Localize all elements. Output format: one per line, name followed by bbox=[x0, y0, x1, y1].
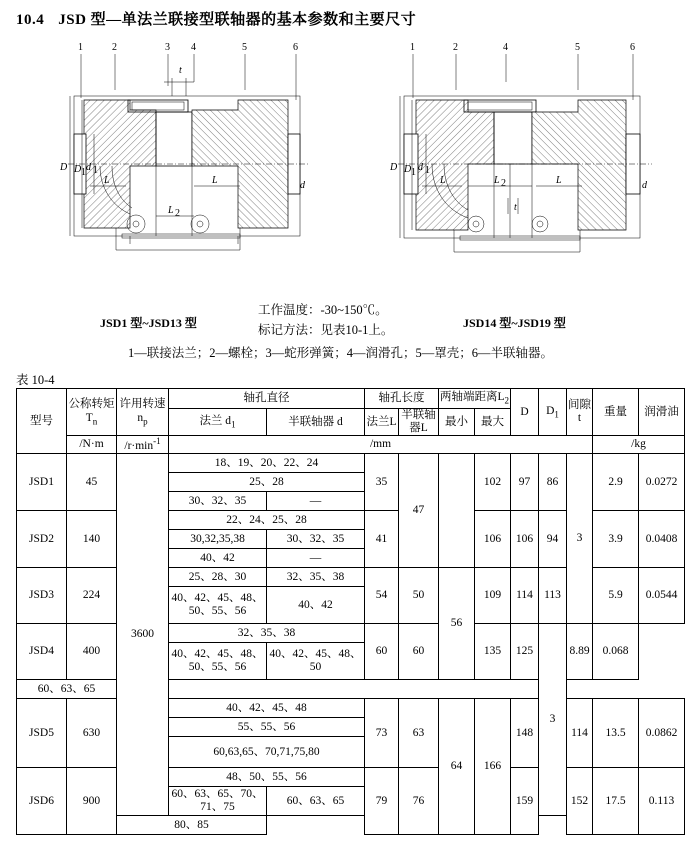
cell-flange-L: 60 bbox=[365, 624, 399, 680]
header-allowable-speed: 许用转速 $n_p$ bbox=[117, 389, 169, 436]
svg-text:1: 1 bbox=[410, 42, 415, 53]
cell-half-d: 60、63、65 bbox=[267, 787, 365, 816]
header-max: 最大 bbox=[475, 409, 511, 436]
cell-weight: 17.5 bbox=[593, 768, 639, 835]
page-title bbox=[16, 8, 416, 29]
unit-torque: /N·m bbox=[67, 436, 117, 454]
cell-gap-max: 106 bbox=[475, 511, 511, 568]
figure-caption-left: JSD1 型~JSD13 型 bbox=[100, 316, 197, 330]
cell-bore-d: 18、19、20、22、24 bbox=[169, 454, 365, 473]
table-header-row-1 bbox=[17, 389, 685, 409]
cell-D: 135 bbox=[475, 624, 511, 680]
cell-gap-min: 56 bbox=[439, 568, 475, 680]
svg-text:d: d bbox=[86, 162, 91, 173]
svg-text:6: 6 bbox=[293, 42, 298, 53]
cell-bore-d: 60、63、65、70、71、75 bbox=[169, 787, 267, 816]
cell-model: JSD6 bbox=[17, 768, 67, 835]
svg-text:L: L bbox=[168, 205, 174, 216]
cell-D1: 125 bbox=[511, 624, 539, 680]
cell-half-L: 76 bbox=[399, 768, 439, 835]
cell-half-d: — bbox=[267, 549, 365, 568]
cell-half-L: 63 bbox=[399, 699, 439, 768]
cell-half-d: — bbox=[267, 492, 365, 511]
header-nominal-torque: 公称转矩 $T_n$ bbox=[67, 389, 117, 436]
cell-weight: 2.9 bbox=[593, 454, 639, 511]
svg-text:1: 1 bbox=[425, 165, 430, 176]
cell-D: 106 bbox=[511, 511, 539, 568]
cell-gap-min: 64 bbox=[439, 699, 475, 835]
figure-jsd14-19 bbox=[390, 38, 660, 278]
cell-torque: 900 bbox=[67, 768, 117, 835]
figure-jsd1-13 bbox=[60, 38, 320, 278]
cell-half-d: 32、35、38 bbox=[267, 568, 365, 587]
cell-flange-L: 35 bbox=[365, 454, 399, 511]
cell-lube: 0.0408 bbox=[639, 511, 685, 568]
note-marking: 标记方法：见表10-1上。 bbox=[258, 323, 394, 337]
cell-bore-d: 80、85 bbox=[117, 816, 267, 835]
header-model: 型号 bbox=[17, 389, 67, 454]
cell-model: JSD4 bbox=[17, 624, 67, 680]
cell-D: 114 bbox=[511, 568, 539, 624]
table-row bbox=[17, 454, 685, 473]
cell-bore-d: 40、42 bbox=[169, 549, 267, 568]
svg-text:1: 1 bbox=[93, 165, 98, 176]
svg-text:L: L bbox=[494, 175, 500, 186]
cell-bore-d: 60,63,65、70,71,75,80 bbox=[169, 737, 365, 768]
header-shaft-gap: 两轴端距离$L_2$ bbox=[439, 389, 511, 409]
svg-text:d: d bbox=[300, 180, 305, 191]
table-label: 表 10-4 bbox=[16, 373, 55, 387]
cell-model: JSD2 bbox=[17, 511, 67, 568]
svg-text:D: D bbox=[74, 164, 82, 175]
header-weight: 重量 bbox=[593, 389, 639, 436]
unit-mm: /mm bbox=[169, 436, 593, 454]
cell-half-L: 47 bbox=[399, 454, 439, 568]
cell-bore-d-extra: 60、63、65 bbox=[17, 680, 117, 699]
cell-half-d: 40、42、45、48、50 bbox=[267, 643, 365, 680]
svg-text:4: 4 bbox=[191, 42, 196, 53]
cell-half-d: 40、42 bbox=[267, 587, 365, 624]
cell-half-L: 60 bbox=[399, 624, 439, 680]
cell-gap-max: 166 bbox=[475, 699, 511, 835]
cell-torque: 400 bbox=[67, 624, 117, 680]
cell-bore-d: 32、35、38 bbox=[169, 624, 365, 643]
cell-speed: 3600 bbox=[117, 454, 169, 816]
cell-lube: 0.0862 bbox=[639, 699, 685, 768]
section-title: JSD 型—单法兰联接型联轴器的基本参数和主要尺寸 bbox=[58, 12, 417, 28]
cell-weight: 3.9 bbox=[593, 511, 639, 568]
cell-t: 3 bbox=[539, 624, 567, 816]
cell-half-d: 30、32、35 bbox=[267, 530, 365, 549]
cell-model: JSD3 bbox=[17, 568, 67, 624]
cell-D: 97 bbox=[511, 454, 539, 511]
cell-lube: 0.0544 bbox=[639, 568, 685, 624]
cell-bore-d: 48、50、55、56 bbox=[169, 768, 365, 787]
cell-weight: 8.89 bbox=[567, 624, 593, 680]
svg-text:L: L bbox=[104, 175, 110, 186]
svg-text:D: D bbox=[404, 164, 412, 175]
cell-bore-d: 40、42、45、48、50、55、56 bbox=[169, 643, 267, 680]
cell-D1: 114 bbox=[567, 699, 593, 768]
header-D: D bbox=[511, 389, 539, 436]
cell-D1: 152 bbox=[567, 768, 593, 835]
specification-table bbox=[16, 388, 685, 835]
cell-gap-max: 102 bbox=[475, 454, 511, 511]
unit-kg: /kg bbox=[593, 436, 685, 454]
svg-text:2: 2 bbox=[453, 42, 458, 53]
cell-flange-L: 79 bbox=[365, 768, 399, 835]
cell-gap-min bbox=[439, 454, 475, 568]
cell-gap-max: 109 bbox=[475, 568, 511, 624]
note-temperature: 工作温度：-30~150℃。 bbox=[258, 303, 388, 317]
header-gap: 间隙 t bbox=[567, 389, 593, 436]
header-flange-d1: 法兰 $d_1$ bbox=[169, 409, 267, 436]
cell-torque: 45 bbox=[67, 454, 117, 511]
cell-lube: 0.113 bbox=[639, 768, 685, 835]
cell-weight: 13.5 bbox=[593, 699, 639, 768]
figure-caption-right: JSD14 型~JSD19 型 bbox=[463, 316, 566, 330]
svg-text:5: 5 bbox=[575, 42, 580, 53]
svg-text:1: 1 bbox=[81, 167, 86, 178]
cell-torque: 140 bbox=[67, 511, 117, 568]
header-lubricant: 润滑油 bbox=[639, 389, 685, 436]
header-min: 最小 bbox=[439, 409, 475, 436]
table-header-row-3 bbox=[17, 436, 685, 454]
cell-D1: 113 bbox=[539, 568, 567, 624]
svg-text:L: L bbox=[440, 175, 446, 186]
svg-text:1: 1 bbox=[411, 167, 416, 178]
svg-text:t: t bbox=[514, 202, 517, 213]
cell-bore-d: 25、28、30 bbox=[169, 568, 267, 587]
svg-text:D: D bbox=[390, 162, 398, 173]
cell-torque: 630 bbox=[67, 699, 117, 768]
svg-text:3: 3 bbox=[165, 42, 170, 53]
cell-t: 3 bbox=[567, 454, 593, 624]
cell-D: 148 bbox=[511, 699, 539, 768]
cell-flange-L: 73 bbox=[365, 699, 399, 768]
cell-bore-d: 30,32,35,38 bbox=[169, 530, 267, 549]
svg-text:2: 2 bbox=[112, 42, 117, 53]
cell-model: JSD1 bbox=[17, 454, 67, 511]
header-flange-L: 法兰L bbox=[365, 409, 399, 436]
cell-D1: 94 bbox=[539, 511, 567, 568]
svg-text:D: D bbox=[60, 162, 68, 173]
svg-text:5: 5 bbox=[242, 42, 247, 53]
cell-flange-L: 54 bbox=[365, 568, 399, 624]
cell-D1: 86 bbox=[539, 454, 567, 511]
section-number: 10.4 bbox=[16, 12, 45, 28]
note-legend: 1—联接法兰；2—螺栓；3—蛇形弹簧；4—润滑孔；5—罩壳；6—半联轴器。 bbox=[128, 346, 554, 360]
svg-text:L: L bbox=[556, 175, 562, 186]
cell-model: JSD5 bbox=[17, 699, 67, 768]
cell-bore-d: 25、28 bbox=[169, 473, 365, 492]
cell-lube: 0.0272 bbox=[639, 454, 685, 511]
header-half-coupling-L: 半联轴器L bbox=[399, 409, 439, 436]
cell-flange-L: 41 bbox=[365, 511, 399, 568]
svg-text:L: L bbox=[212, 175, 218, 186]
cell-bore-d: 40、42、45、48 bbox=[169, 699, 365, 718]
cell-half-L: 50 bbox=[399, 568, 439, 624]
svg-text:d: d bbox=[418, 162, 423, 173]
cell-bore-d: 55、55、56 bbox=[169, 718, 365, 737]
cell-torque: 224 bbox=[67, 568, 117, 624]
svg-text:6: 6 bbox=[630, 42, 635, 53]
cell-D: 159 bbox=[511, 768, 539, 835]
header-bore-length: 轴孔长度 bbox=[365, 389, 439, 409]
unit-speed: $/r\cdot\min^{-1}$ bbox=[117, 436, 169, 454]
svg-text:2: 2 bbox=[501, 178, 506, 189]
header-bore-diameter: 轴孔直径 bbox=[169, 389, 365, 409]
header-half-coupling-d: 半联轴器 d bbox=[267, 409, 365, 436]
svg-text:t: t bbox=[179, 65, 182, 76]
cell-lube: 0.068 bbox=[593, 624, 639, 680]
svg-text:2: 2 bbox=[175, 208, 180, 219]
header-D1: $D_1$ bbox=[539, 389, 567, 436]
svg-text:d: d bbox=[642, 180, 647, 191]
cell-bore-d: 22、24、25、28 bbox=[169, 511, 365, 530]
svg-text:1: 1 bbox=[78, 42, 83, 53]
cell-bore-d: 30、32、35 bbox=[169, 492, 267, 511]
cell-weight: 5.9 bbox=[593, 568, 639, 624]
svg-text:4: 4 bbox=[503, 42, 508, 53]
cell-bore-d: 40、42、45、48、50、55、56 bbox=[169, 587, 267, 624]
